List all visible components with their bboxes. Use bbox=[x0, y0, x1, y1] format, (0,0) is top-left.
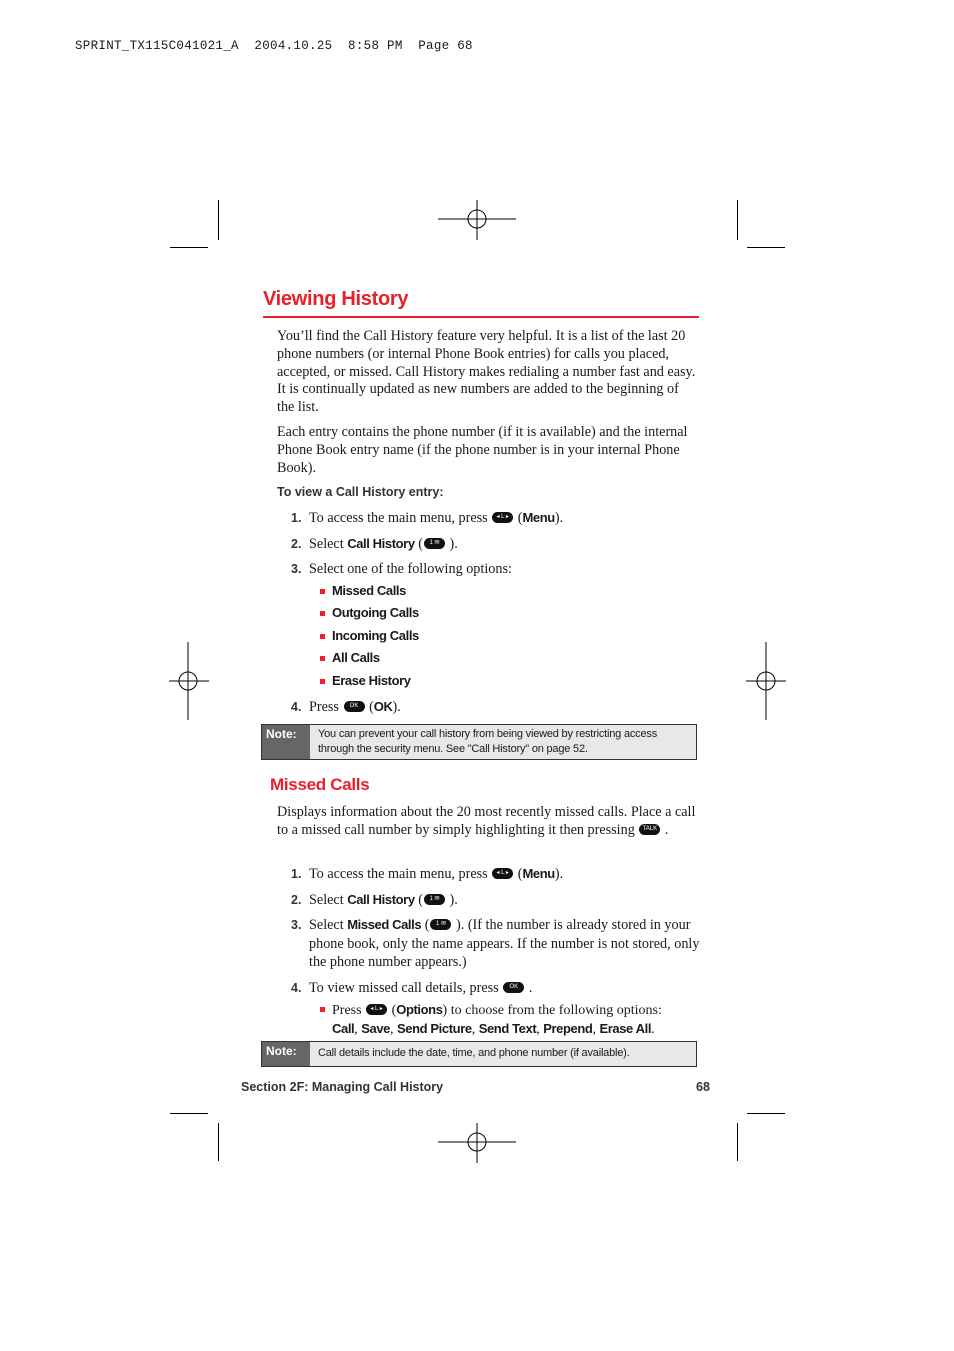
menu-item-label: Call History bbox=[347, 892, 415, 907]
option-label: Missed Calls bbox=[332, 583, 406, 598]
step-number: 2. bbox=[291, 893, 302, 907]
note-label: Note: bbox=[262, 1042, 310, 1066]
key-label: OK bbox=[373, 699, 393, 714]
key-label: Menu bbox=[522, 866, 555, 881]
step-text-end: . bbox=[528, 980, 533, 996]
note-label: Note: bbox=[262, 725, 310, 759]
menu-softkey-icon: ◂ L ▸ bbox=[366, 1004, 387, 1015]
step-number: 4. bbox=[291, 981, 302, 995]
option-label: Erase All bbox=[599, 1021, 652, 1036]
step-text: Select bbox=[309, 536, 344, 552]
page-title: Viewing History bbox=[263, 288, 409, 310]
one-key-icon: 1 ✉ bbox=[430, 919, 451, 930]
step-text: Press bbox=[309, 699, 339, 715]
procedure-heading: To view a Call History entry: bbox=[277, 485, 444, 499]
option-label: Call bbox=[332, 1021, 355, 1036]
registration-mark-icon bbox=[169, 642, 209, 720]
step-number: 1. bbox=[291, 511, 302, 525]
step-number: 2. bbox=[291, 537, 302, 551]
step-text-end: ). bbox=[449, 536, 458, 552]
step-text: Select bbox=[309, 892, 344, 908]
option-label: Incoming Calls bbox=[332, 628, 419, 643]
bullet-icon bbox=[320, 634, 325, 639]
option-label: Send Text bbox=[478, 1021, 537, 1036]
bullet-text: Press bbox=[332, 1003, 362, 1018]
step-text: To access the main menu, press bbox=[309, 510, 488, 526]
bullet-icon bbox=[320, 679, 325, 684]
option-label: All Calls bbox=[332, 650, 380, 665]
note-box bbox=[261, 1041, 697, 1067]
step-text: Select one of the following options: bbox=[309, 561, 512, 577]
menu-softkey-icon: ◂ L ▸ bbox=[492, 512, 513, 523]
note-text: Call details include the date, time, and phone number (if available). bbox=[318, 1047, 630, 1059]
key-label: Menu bbox=[522, 510, 555, 525]
ok-key-icon: OK bbox=[344, 701, 365, 712]
bullet-icon bbox=[320, 656, 325, 661]
step-text-end: ). bbox=[554, 510, 564, 526]
option-label: Prepend bbox=[543, 1021, 593, 1036]
option-label: Send Picture bbox=[397, 1021, 472, 1036]
talk-key-icon: TALK bbox=[639, 824, 660, 835]
section-paragraph bbox=[277, 804, 697, 840]
one-key-icon: 1 ✉ bbox=[424, 894, 445, 905]
bullet-text: ) to choose from the following options: bbox=[442, 1003, 662, 1018]
title-rule bbox=[263, 316, 699, 318]
registration-mark-icon bbox=[438, 1123, 516, 1163]
one-key-icon: 1 ✉ bbox=[424, 538, 445, 549]
page-number: 68 bbox=[696, 1080, 710, 1094]
paragraph-text: Displays information about the 20 most recently missed calls. Place a call to a missed call number by simply highlighting it then pressing bbox=[277, 804, 696, 838]
step-number: 3. bbox=[291, 918, 302, 932]
step-text-end: ). bbox=[449, 892, 458, 908]
note-box bbox=[261, 724, 697, 760]
step-number: 3. bbox=[291, 562, 302, 576]
section-heading: Missed Calls bbox=[270, 775, 370, 794]
option-label: Save bbox=[361, 1021, 391, 1036]
bullet-icon bbox=[320, 611, 325, 616]
intro-paragraph: Each entry contains the phone number (if it is available) and the internal Phone Book entry name (if the phone number is in your internal Phone Book). bbox=[277, 424, 688, 476]
step-text: To access the main menu, press bbox=[309, 866, 488, 882]
step-text: ( bbox=[414, 536, 423, 552]
registration-mark-icon bbox=[438, 200, 516, 240]
step-text: ). (If the number is already stored in your phone book, only the name appears. If the number is not stored, only the phone number appears.) bbox=[309, 917, 700, 970]
key-label: Options bbox=[396, 1002, 443, 1017]
menu-softkey-icon: ◂ L ▸ bbox=[492, 868, 513, 879]
option-label: Erase History bbox=[332, 673, 411, 688]
option-label: Outgoing Calls bbox=[332, 605, 419, 620]
bullet-icon bbox=[320, 589, 325, 594]
step-text-end: ). bbox=[392, 699, 401, 715]
paragraph-text-end: . bbox=[664, 821, 669, 838]
footer-section-title: Section 2F: Managing Call History bbox=[241, 1080, 444, 1094]
step-text: Select bbox=[309, 917, 344, 933]
bullet-icon bbox=[320, 1007, 325, 1012]
step-text: To view missed call details, press bbox=[309, 980, 499, 996]
step-number: 4. bbox=[291, 700, 302, 714]
print-slug: SPRINT_TX115C041021_A 2004.10.25 8:58 PM Page 68 bbox=[75, 39, 473, 53]
step-text-end: ). bbox=[554, 866, 564, 882]
step-number: 1. bbox=[291, 867, 302, 881]
intro-paragraph: You’ll find the Call History feature very helpful. It is a list of the last 20 phone numbers (or internal Phone Book entries) for calls you placed, accepted, or missed. Call History makes redialing a number fast and easy. It is continually updated as new numbers are added to the beginning of the list. bbox=[277, 328, 696, 416]
registration-mark-icon bbox=[746, 642, 786, 720]
note-text: You can prevent your call history from being viewed by restricting access through the security menu. See "Call History" on page 52. bbox=[318, 728, 657, 755]
menu-item-label: Missed Calls bbox=[347, 917, 422, 932]
list-item: Press ◂ L ▸ (Options) to choose from the following options: Call, Save, Send Picture, Send Text, Prepend, Erase All. bbox=[320, 1001, 700, 1039]
menu-item-label: Call History bbox=[347, 536, 415, 551]
ok-key-icon: OK bbox=[503, 982, 524, 993]
